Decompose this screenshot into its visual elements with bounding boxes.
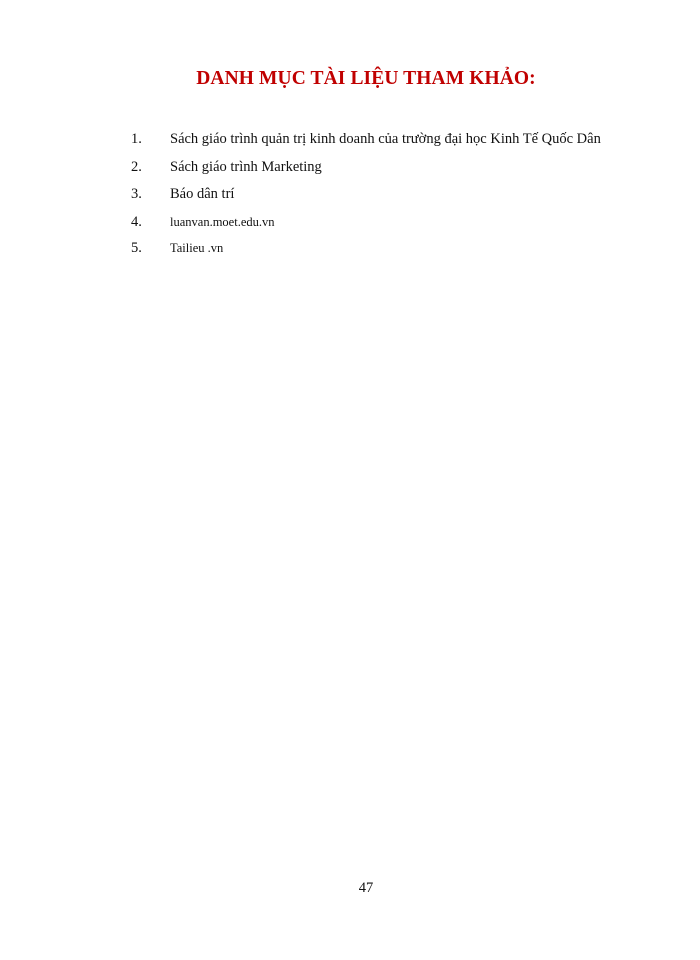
reference-item xyxy=(0,240,700,262)
reference-number: 4. xyxy=(131,214,142,230)
reference-text: luanvan.moet.edu.vn xyxy=(170,215,275,229)
page-title: DANH MỤC TÀI LIỆU THAM KHẢO: xyxy=(196,68,536,89)
reference-item xyxy=(0,159,700,181)
reference-text: Sách giáo trình quản trị kinh doanh của trường đại học Kinh Tế Quốc Dân xyxy=(170,131,601,147)
reference-item xyxy=(0,186,700,208)
reference-number: 1. xyxy=(131,131,142,147)
reference-text: Báo dân trí xyxy=(170,186,235,202)
reference-list xyxy=(0,0,700,300)
page-number: 47 xyxy=(358,880,374,896)
reference-number: 3. xyxy=(131,186,142,202)
reference-text: Sách giáo trình Marketing xyxy=(170,159,322,175)
reference-item xyxy=(0,131,700,153)
reference-number: 2. xyxy=(131,159,142,175)
reference-text: Tailieu .vn xyxy=(170,241,224,255)
reference-item xyxy=(0,214,700,236)
reference-number: 5. xyxy=(131,240,142,256)
